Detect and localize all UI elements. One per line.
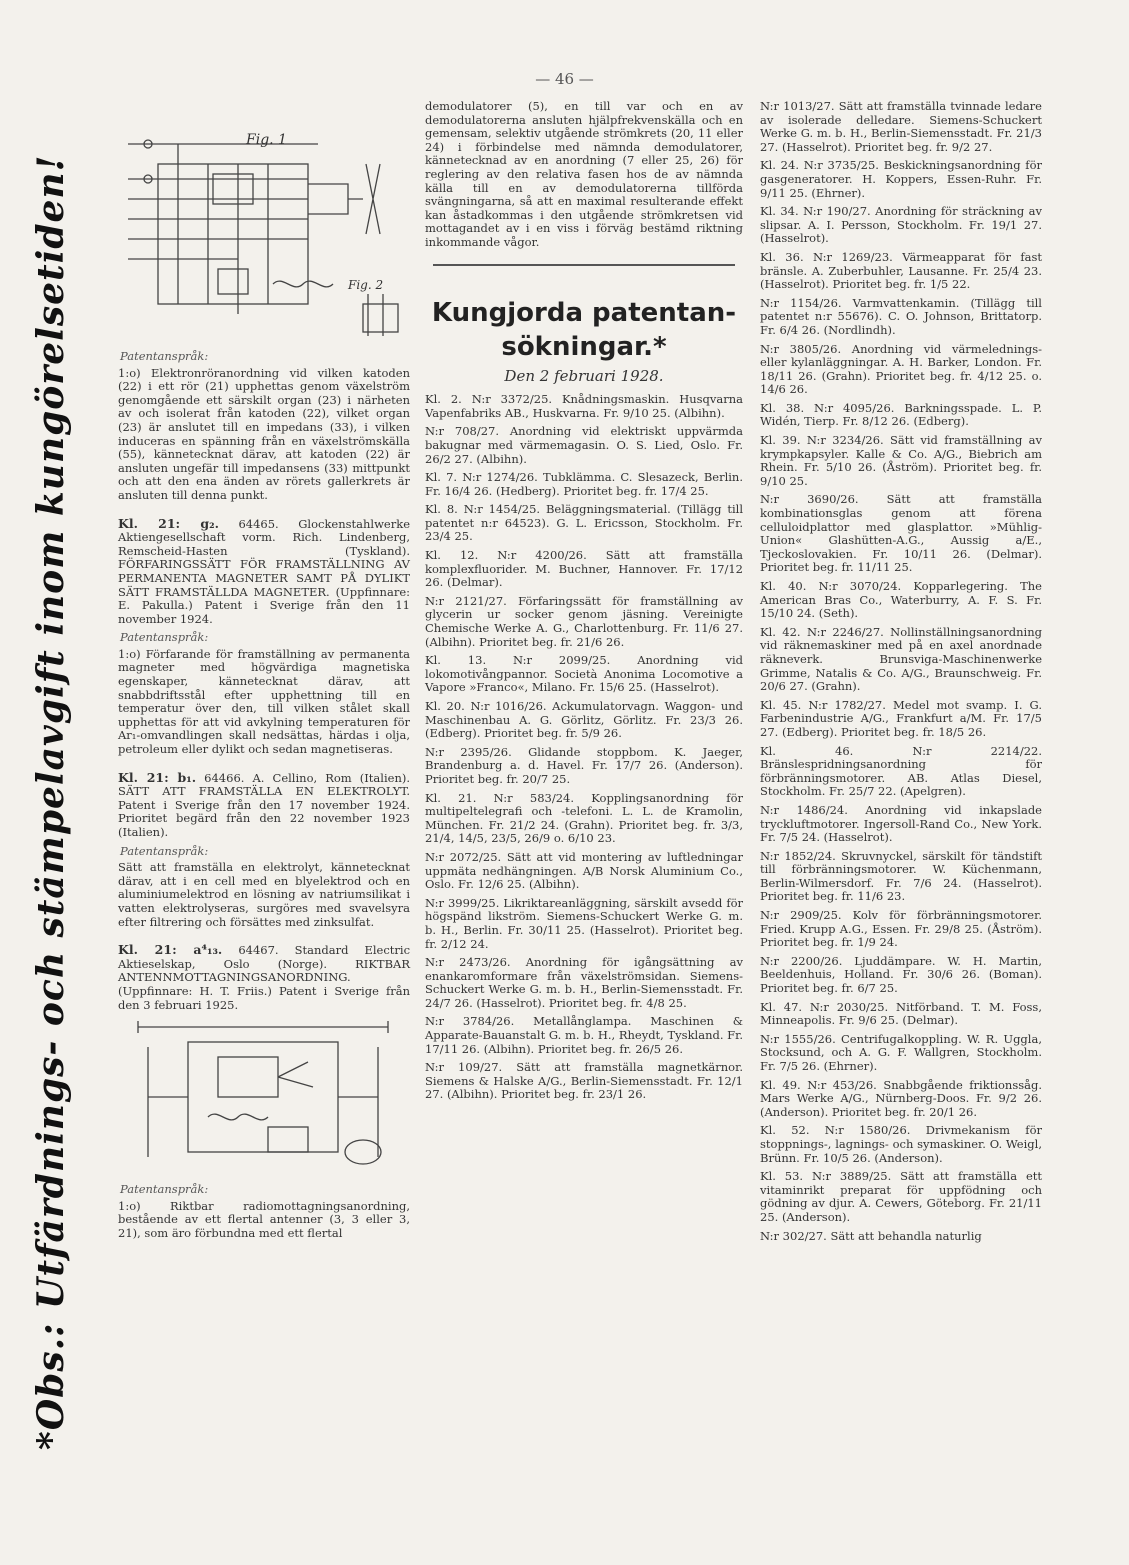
claim-label: Patentanspråk: (120, 630, 209, 645)
listing: N:r 708/27. Anordning vid elektriskt uppvärmda bakugnar med värmemagasin. O. S. Lied, Oslo. Fr. 26/2 27. (Albihn). (425, 424, 743, 466)
listing: Kl. 20. N:r 1016/26. Ackumulatorvagn. Waggon- und Maschinenbau A. G. Görlitz, Görlitz. Fr. 23/3 26. (Edberg). Prioritet beg. fr. 5/9 26. (425, 699, 743, 741)
class-label: Kl. 21: b₁. (118, 769, 197, 785)
listing: Kl. 49. N:r 453/26. Snabbgående friktionssåg. Mars Werke A/G., Nürnberg-Doos. Fr. 9/2 26. (Anderson). Prioritet beg. fr. 20/1 26. (760, 1077, 1042, 1119)
listing: Kl. 47. N:r 2030/25. Nitförband. T. M. Foss, Minneapolis. Fr. 9/6 25. (Delmar). (760, 999, 1042, 1028)
listing: N:r 2121/27. Förfaringssätt för framställning av glycerin ur socker genom jäsning. Vereinigte Chemische Werke A. G., Charlottenburg. Fr. 11/6 27. (Albihn). Prioritet beg. fr. 21/6 26. (425, 593, 743, 649)
listing: N:r 1486/24. Anordning vid inkapslade tryckluftmotorer. Ingersoll-Rand Co., New York. Fr. 7/5 24. (Hasselrot). (760, 802, 1042, 845)
listing: N:r 1154/26. Varmvattenkamin. (Tillägg till patentet n:r 55676). C. O. Johnson, Brittatorp. Fr. 6/4 26. (Nordlindh). (760, 295, 1042, 337)
headline-line-1: Kungjorda patentan- (431, 297, 737, 328)
listing: N:r 3784/26. Metallånglampa. Maschinen & Apparate-Bauanstalt G. m. b. H., Rheydt, Tyskland. Fr. 17/11 26. (Albihn). Prioritet beg. fr. 26/5 26. (425, 1014, 744, 1056)
fig-2-label: Fig. 2 (348, 278, 384, 292)
claim-text: 1:o) Riktbar radiomottagningsanordning, bestående av ett flertal antenner (3, 3 eller 3, 21), som äro förbundna med ett flertal (118, 1198, 410, 1240)
listing: N:r 3999/25. Likriktareanläggning, särskilt avsedd för högspänd likström. Siemens-Schuckert Werke G. m. b. H., Berlin. Fr. 30/11 25. (Hasselrot). Prioritet beg. fr. 2/12 24. (425, 895, 743, 951)
column-1 (118, 100, 410, 1246)
listing: Kl. 12. N:r 4200/26. Sätt att framställa komplexfluorider. M. Buchner, Hannover. Fr. 17/12 26. (Delmar). (425, 548, 743, 590)
listing: Kl. 21. N:r 583/24. Kopplingsanordning för multipeltelegrafi och -telefoni. L. L. de Kramolin, München. Fr. 21/2 24. (Grahn). Prioritet beg. fr. 3/3, 21/4, 14/5, 23/5, 26/9 o. 6/10 23. (425, 790, 743, 846)
section-headline (425, 296, 743, 364)
listing: Kl. 24. N:r 3735/25. Beskickningsanordning för gasgeneratorer. H. Koppers, Essen-Ruhr. Fr. 9/11 25. (Ehrner). (760, 158, 1042, 200)
listing: Kl. 38. N:r 4095/26. Barkningsspade. L. P. Widén, Tierp. Fr. 8/12 26. (Edberg). (760, 400, 1042, 429)
listing: Kl. 40. N:r 3070/24. Kopparlegering. The American Bras Co., Waterburry, A. F. S. Fr. 15/10 24. (Seth). (760, 579, 1042, 621)
column-2 (425, 100, 743, 1107)
side-banner: *Obs.: Utfärdnings- och stämpelavgift inom kungörelsetiden! (30, 154, 72, 1450)
listing: Kl. 53. N:r 3889/25. Sätt att framställa ett vitaminrikt preparat för uppfödning och gödning av djur. A. Cewers, Göteborg. Fr. 21/11 25. (Anderson). (760, 1169, 1042, 1224)
listing: N:r 1852/24. Skruvnyckel, särskilt för tändstift till förbränningsmotorer. W. Küchenmann, Berlin-Wilmersdorf. Fr. 7/6 24. (Hasselrot). Prioritet beg. fr. 11/6 23. (760, 848, 1042, 904)
class-label: Kl. 21: g₂. (118, 515, 219, 531)
claim-label: Patentanspråk: (120, 1182, 209, 1197)
listing: N:r 2473/26. Anordning för igångsättning av enankaromformare från växelströmsidan. Siemens-Schuckert Werke G. m. b. H., Berlin-Siemensstadt. Fr. 24/7 26. (Hasselrot). Prioritet beg. fr. 4/8 25. (425, 955, 743, 1010)
listing: N:r 2200/26. Ljuddämpare. W. H. Martin, Beeldenhuis, Holland. Fr. 30/6 26. (Boman). Prioritet beg. fr. 6/7 25. (760, 953, 1042, 996)
listing: N:r 3690/26. Sätt att framställa kombinationsglas genom att förena celluloidplattor med glasplattor. »Mühlig-Union« Glashütten-A.G., Aussig a/E., Tjeckoslovakien. Fr. 10/11 26. (Delmar). Prioritet beg. fr. 11/11 25. (760, 492, 1042, 575)
patent-entry-64466 (118, 771, 410, 840)
column-3 (760, 100, 1042, 1248)
listing: N:r 2395/26. Glidande stoppbom. K. Jaeger, Brandenburg a. d. Havel. Fr. 17/7 26. (Anderson). Prioritet beg. fr. 20/7 25. (425, 744, 743, 786)
listing: Kl. 52. N:r 1580/26. Drivmekanism för stoppnings-, lagnings- och symaskiner. O. Weigl, Brünn. Fr. 10/5 26. (Anderson). (760, 1123, 1042, 1165)
page-number: — 46 — (535, 70, 594, 88)
circuit-diagram-figure-1 (118, 104, 410, 344)
listing: N:r 3805/26. Anordning vid värmelednings- eller kylanläggningar. A. H. Barker, London. Fr. 18/11 26. (Grahn). Prioritet beg. fr. 4/12 25. o. 14/6 26. (760, 341, 1042, 397)
section-divider (433, 264, 735, 266)
claim-text: 1:o) Elektronröranordning vid vilken katoden (22) i ett rör (21) upphettas genom växelström genomgående ett särskilt organ (23) i närheten av och isolerat från katoden (22), vilket organ (23) är anslutet till en impedans (33), i vilken induceras en spänning från en växelströmskälla (55), kännetecknat därav, att katoden (22) är ansluten ungefär till impedansens (33) mittpunkt och att den ena änden av rörets gallerkrets är ansluten till denna punkt. (118, 365, 410, 502)
antenna-circuit-diagram (118, 1017, 410, 1177)
claim-text: Sätt att framställa en elektrolyt, kännetecknat därav, att i en cell med en blyelektrod och en aluminiumelektrod en lösning av natriumsilikat i vatten elektrolyseras, surgöres med svavelsyra efter filtrering och försättes med zinksulfat. (118, 860, 410, 929)
claim-label: Patentanspråk: (120, 843, 209, 858)
listing: N:r 2072/25. Sätt att vid montering av luftledningar uppmäta nedhängningen. A/B Norsk Aluminium Co., Oslo. Fr. 12/6 25. (Albihn). (425, 849, 743, 892)
listing: Kl. 34. N:r 190/27. Anordning för sträckning av slipsar. A. I. Persson, Stockholm. Fr. 19/1 27. (Hasselrot). (760, 204, 1042, 246)
claim-text: 1:o) Förfarande för framställning av permanenta magneter med högvärdiga magnetiska egenskaper, kännetecknat därav, att snabbdriftsstål efter upphettning till en temperatur över den, till vilken stålet skall upphettas för att vid avkylning temperaturen för Ar₁-omvandlingen skall nedsättas, härdas i olja, petroleum eller dylikt och sedan magnetiseras. (118, 646, 410, 757)
listing: Kl. 39. N:r 3234/26. Sätt vid framställning av krympkapsyler. Kalle & Co. A/G., Biebrich am Rhein. Fr. 5/10 26. (Åström). Prioritet beg. fr. 9/10 25. (760, 433, 1042, 488)
listing: N:r 302/27. Sätt att behandla naturlig (760, 1228, 982, 1243)
listing: N:r 1013/27. Sätt att framställa tvinnade ledare av isolerade delledare. Siemens-Schuckert Werke G. m. b. H., Berlin-Siemensstadt. Fr. 21/3 27. (Hasselrot). Prioritet beg. fr. 9/2 27. (760, 99, 1042, 154)
listing: Kl. 2. N:r 3372/25. Knådningsmaskin. Husqvarna Vapenfabriks AB., Huskvarna. Fr. 9/10 25. (Albihn). (425, 392, 743, 420)
listing: N:r 1555/26. Centrifugalkoppling. W. R. Uggla, Stocksund, och A. G. F. Wallgren, Stockholm. Fr. 7/5 26. (Ehrner). (760, 1031, 1042, 1073)
headline-line-2: sökningar.* (501, 331, 667, 362)
listing: Kl. 36. N:r 1269/23. Värmeapparat för fast bränsle. A. Zuberbuhler, Lausanne. Fr. 25/4 23. (Hasselrot). Prioritet beg. fr. 1/5 22. (760, 249, 1042, 292)
listing: N:r 109/27. Sätt att framställa magnetkärnor. Siemens & Halske A/G., Berlin-Siemensstadt. Fr. 12/1 27. (Albihn). Prioritet beg. fr. 23/1 26. (425, 1060, 743, 1102)
entry-text: 64465. Glockenstahlwerke Aktiengesellschaft vorm. Rich. Lindenberg, Remscheid-Hasten (Tyskland). FÖRFARINGSSÄTT FÖR FRAMSTÄLLNING AV PERMANENTA MAGNETER SAMT PÅ DYLIKT SÄTT FRAMSTÄLLDA MAGNETER. (Uppfinnare: E. Pakulla.) Patent i Sverige från den 11 november 1924. (118, 516, 411, 626)
fig-1-label: Fig. 1 (246, 132, 287, 148)
patent-entry-64467 (118, 943, 410, 1012)
class-label: Kl. 21: a⁴₁₃. (118, 942, 223, 958)
entry-text: 64467. Standard Electric Aktieselskap, Oslo (Norge). RIKTBAR ANTENNMOTTAGNINGSANORDNING. (Uppfinnare: H. T. Friis.) Patent i Sverige från den 3 februari 1925. (118, 943, 411, 1012)
claim-label: Patentanspråk: (120, 349, 209, 363)
claim-continuation: demodulatorer (5), en till var och en av demodulatorerna ansluten hjälpfrekvenskälla och en gemensam, selektiv utgående strömkrets (20, 11 eller 24) i förbindelse med nämnda demodulatorer, kännetecknad av en anordning (7 eller 25, 26) för reglering av den relativa fasen hos de av nämnda källa till en av demodulatorerna tillförda svängningarna, så att en maximal resulterande effekt kan åstadkommas i den utgående strömkretsen vid mottagandet av i en viss i förväg bestämd riktning inkommande vågor. (425, 99, 743, 249)
listing: Kl. 46. N:r 2214/22. Bränslespridningsanordning för förbränningsmotorer. AB. Atlas Diesel, Stockholm. Fr. 25/7 22. (Apelgren). (760, 743, 1042, 799)
listing: Kl. 7. N:r 1274/26. Tubklämma. C. Slesazeck, Berlin. Fr. 16/4 26. (Hedberg). Prioritet beg. fr. 17/4 25. (425, 470, 743, 498)
listing: Kl. 13. N:r 2099/25. Anordning vid lokomotivångpannor. Società Anonima Locomotive a Vapore »Franco«, Milano. Fr. 15/6 25. (Hasselrot). (425, 653, 743, 695)
section-date: Den 2 februari 1928. (504, 366, 664, 385)
listing: Kl. 42. N:r 2246/27. Nollinställningsanordning vid räknemaskiner med på en axel anordnade räkneverk. Brunsviga-Maschinenwerke Grimme, Natalis & Co. A/G., Braunschweig. Fr. 20/6 27. (Grahn). (760, 624, 1042, 694)
listing: N:r 2909/25. Kolv för förbränningsmotorer. Fried. Krupp A.G., Essen. Fr. 29/8 25. (Åström). Prioritet beg. fr. 1/9 24. (760, 908, 1042, 950)
entry-text: 64466. A. Cellino, Rom (Italien). SÄTT ATT FRAMSTÄLLA EN ELEKTROLYT. Patent i Sverige från den 17 november 1924. Prioritet begärd från den 22 november 1923 (Italien). (118, 770, 411, 839)
patent-entry-64465 (118, 517, 410, 627)
listing: Kl. 45. N:r 1782/27. Medel mot svamp. I. G. Farbenindustrie A/G., Frankfurt a/M. Fr. 17/5 27. (Edberg). Prioritet beg. fr. 18/5 26. (760, 697, 1042, 739)
listing: Kl. 8. N:r 1454/25. Beläggningsmaterial. (Tillägg till patentet n:r 64523). G. L. Ericsson, Stockholm. Fr. 23/4 25. (425, 502, 743, 544)
